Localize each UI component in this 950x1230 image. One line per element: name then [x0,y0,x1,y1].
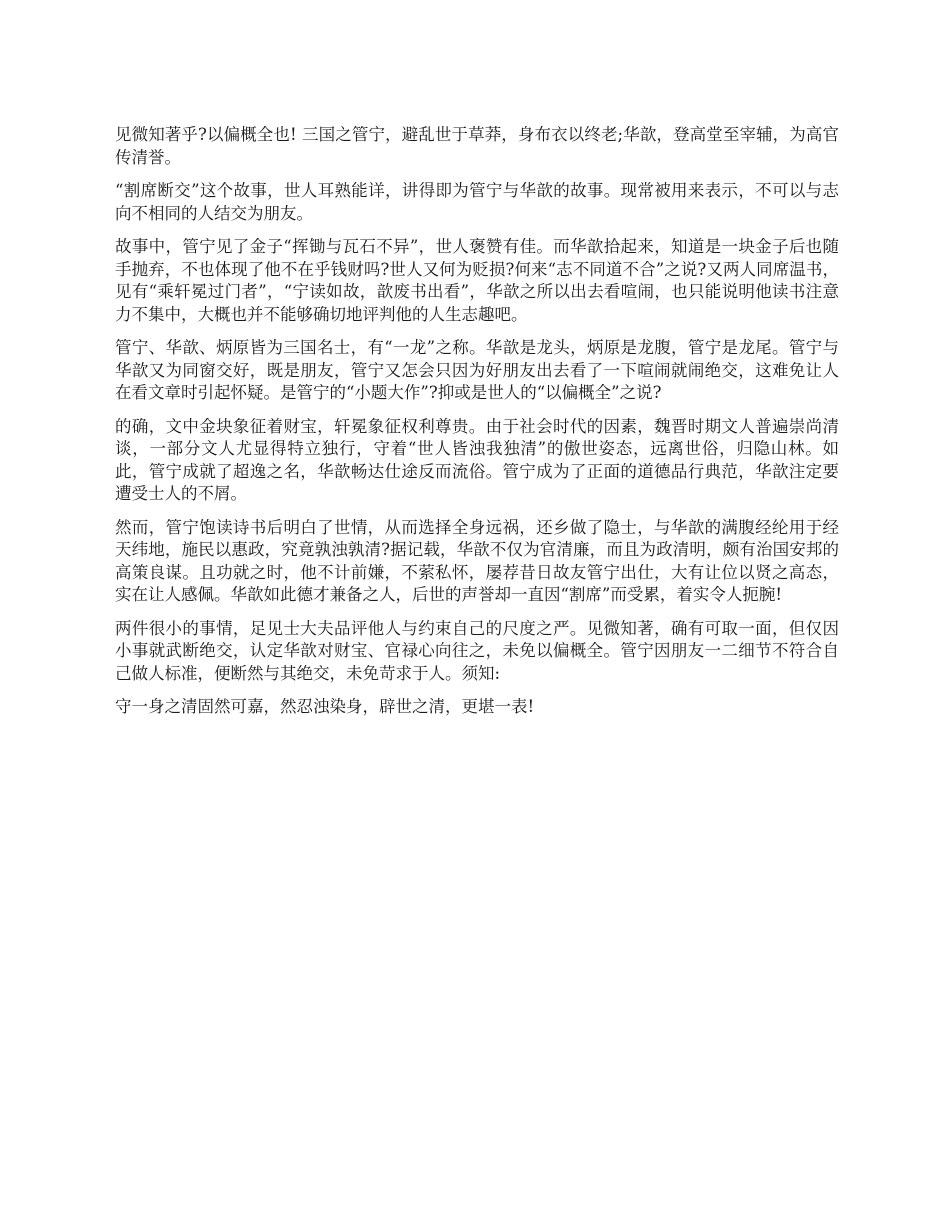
paragraph-6: 然而，管宁饱读诗书后明白了世情，从而选择全身远祸，还乡做了隐士，与华歆的满腹经纶用于经天纬地，施民以惠政，究竟孰浊孰清?据记载，华歆不仅为官清廉，而且为政清明，颇有治国安邦的高策良谋。且功就之时，他不计前嫌，不萦私怀，屡荐昔日故友管宁出仕，大有让位以贤之高态，实在让人感佩。华歆如此德才兼备之人，后世的声誉却一直因“割席”而受累，着实令人扼腕! [115,517,839,604]
paragraph-3: 故事中，管宁见了金子“挥锄与瓦石不异”，世人褒赞有佳。而华歆拾起来，知道是一块金子后也随手抛弃，不也体现了他不在乎钱财吗?世人又何为贬损?何来“志不同道不合”之说?又两人同席温书，见有“乘轩冕过门者”，“宁读如故，歆废书出看”，华歆之所以出去看喧闹，也只能说明他读书注意力不集中，大概也并不能够确切地评判他的人生志趣吧。 [115,237,839,324]
paragraph-5: 的确，文中金块象征着财宝，轩冕象征权利尊贵。由于社会时代的因素，魏晋时期文人普遍崇尚清谈，一部分文人尤显得特立独行，守着“世人皆浊我独清”的傲世姿态，远离世俗，归隐山林。如此，管宁成就了超逸之名，华歆畅达仕途反而流俗。管宁成为了正面的道德品行典范，华歆注定要遭受士人的不屑。 [115,416,839,503]
paragraph-1: 见微知著乎?以偏概全也! 三国之管宁，避乱世于草莽，身布衣以终老;华歆，登高堂至宰辅，为高官传清誉。 [115,125,839,167]
paragraph-2: “割席断交”这个故事，世人耳熟能详，讲得即为管宁与华歆的故事。现常被用来表示，不可以与志向不相同的人结交为朋友。 [115,181,839,223]
paragraph-7: 两件很小的事情，足见士大夫品评他人与约束自己的尺度之严。见微知著，确有可取一面，但仅因小事就武断绝交，认定华歆对财宝、官禄心向往之，未免以偏概全。管宁因朋友一二细节不符合自己做人标准，便断然与其绝交，未免苛求于人。须知: [115,618,839,683]
paragraph-4: 管宁、华歆、炳原皆为三国名士，有“一龙”之称。华歆是龙头，炳原是龙腹，管宁是龙尾。管宁与华歆又为同窗交好，既是朋友，管宁又怎会只因为好朋友出去看了一下喧闹就闹绝交，这难免让人在看文章时引起怀疑。是管宁的“小题大作”?抑或是世人的“以偏概全”之说? [115,338,839,402]
paragraph-8: 守一身之清固然可嘉，然忍浊染身，辟世之清，更堪一表! [115,697,535,716]
document-body [115,124,839,730]
